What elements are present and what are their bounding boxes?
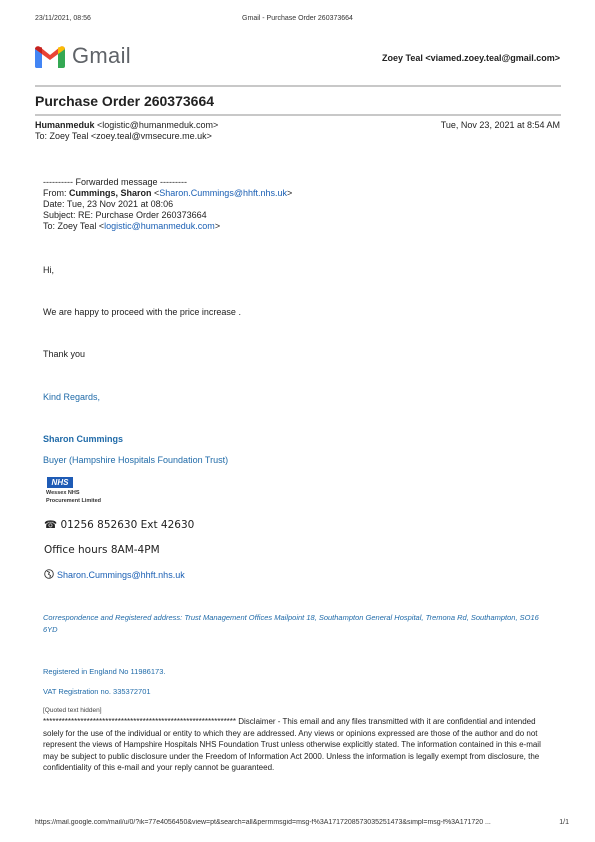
forward-from-label: From: xyxy=(43,188,69,198)
email-date: Tue, Nov 23, 2021 at 8:54 AM xyxy=(440,120,560,130)
sender xyxy=(35,120,218,131)
disclaimer: ************************************************************** Disclaimer - This email and any files transmitted with it are confidential and intended solely for the use of the individual or entity to which they are addressed. Any views or opinions expressed are those of the author and do not represent the views of Hampshire Hospitals NHS Foundation Trust unless otherwise explicitly stated. The information contained in this e-mail may be subject to public disclosure under the Freedom of Information Act 2000. Unless the information is legally exempt from disclosure, the confidentiality of this e-mail and your reply cannot be guaranteed. xyxy=(43,717,541,772)
email-subject: Purchase Order 260373664 xyxy=(35,93,215,109)
print-url: https://mail.google.com/mail/u/0/?ik=77e4056450&view=pt&search=all&permmsgid=msg-f%3A1717208573035251473&simpl=msg-f%3A171720 ... xyxy=(35,819,491,826)
account-identity: Zoey Teal <viamed.zoey.teal@gmail.com> xyxy=(381,53,560,63)
gmail-logo-icon xyxy=(35,45,65,68)
correspondence-address: Correspondence and Registered address: Trust Management Offices Mailpoint 18, Southampton General Hospital, Tremona Rd, Southampton, SO16 6YD xyxy=(43,613,539,634)
globe-icon xyxy=(44,569,54,579)
print-page-number: 1/1 xyxy=(559,819,569,826)
signature-name: Sharon Cummings xyxy=(43,434,124,444)
greeting: Hi, xyxy=(43,265,54,275)
nhs-logo: NHS xyxy=(47,477,73,488)
bracket: > xyxy=(214,221,221,231)
email-recipient: To: Zoey Teal <zoey.teal@vmsecure.me.uk> xyxy=(35,131,212,141)
office-hours: Office hours 8AM-4PM xyxy=(44,544,160,556)
forward-to-email-link[interactable]: logistic@humanmeduk.com xyxy=(104,221,215,231)
registration-number: Registered in England No 11986173. xyxy=(43,667,166,676)
gmail-logo-text: Gmail xyxy=(72,43,131,68)
thanks-line: Thank you xyxy=(43,349,86,359)
sender-name: Humanmeduk xyxy=(35,120,95,130)
vat-number: VAT Registration no. 335372701 xyxy=(43,687,151,696)
quoted-text-hidden-link[interactable]: [Quoted text hidden] xyxy=(43,707,102,714)
phone-number: 01256 852630 Ext 42630 xyxy=(60,519,195,531)
forward-to xyxy=(43,221,220,232)
print-datetime: 23/11/2021, 08:56 xyxy=(35,15,91,22)
divider xyxy=(35,85,561,87)
phone-icon: ☎ xyxy=(44,519,58,531)
forward-from-email-link[interactable]: Sharon.Cummings@hhft.nhs.uk xyxy=(159,188,287,198)
nhs-org-line1: Wessex NHS xyxy=(46,490,80,496)
regards-line: Kind Regards, xyxy=(43,392,101,402)
bracket: > xyxy=(286,188,293,198)
forward-divider: ---------- Forwarded message --------- xyxy=(43,177,187,187)
sender-address: <logistic@humanmeduk.com> xyxy=(94,120,219,130)
signature-role: Buyer (Hampshire Hospitals Foundation Trust) xyxy=(43,455,229,465)
forward-from xyxy=(43,188,292,199)
body-line: We are happy to proceed with the price increase . xyxy=(43,307,241,317)
nhs-org-line2: Procurement Limited xyxy=(46,498,102,504)
forward-to-label: To: Zoey Teal < xyxy=(43,221,105,231)
divider xyxy=(35,114,561,116)
forward-subject: Subject: RE: Purchase Order 260373664 xyxy=(43,210,207,220)
signature-phone xyxy=(44,519,194,531)
signature-email-link[interactable]: Sharon.Cummings@hhft.nhs.uk xyxy=(57,570,185,580)
bracket: < xyxy=(151,188,160,198)
print-title: Gmail - Purchase Order 260373664 xyxy=(242,15,353,22)
forward-from-name: Cummings, Sharon xyxy=(69,188,152,198)
forward-date: Date: Tue, 23 Nov 2021 at 08:06 xyxy=(43,199,174,209)
